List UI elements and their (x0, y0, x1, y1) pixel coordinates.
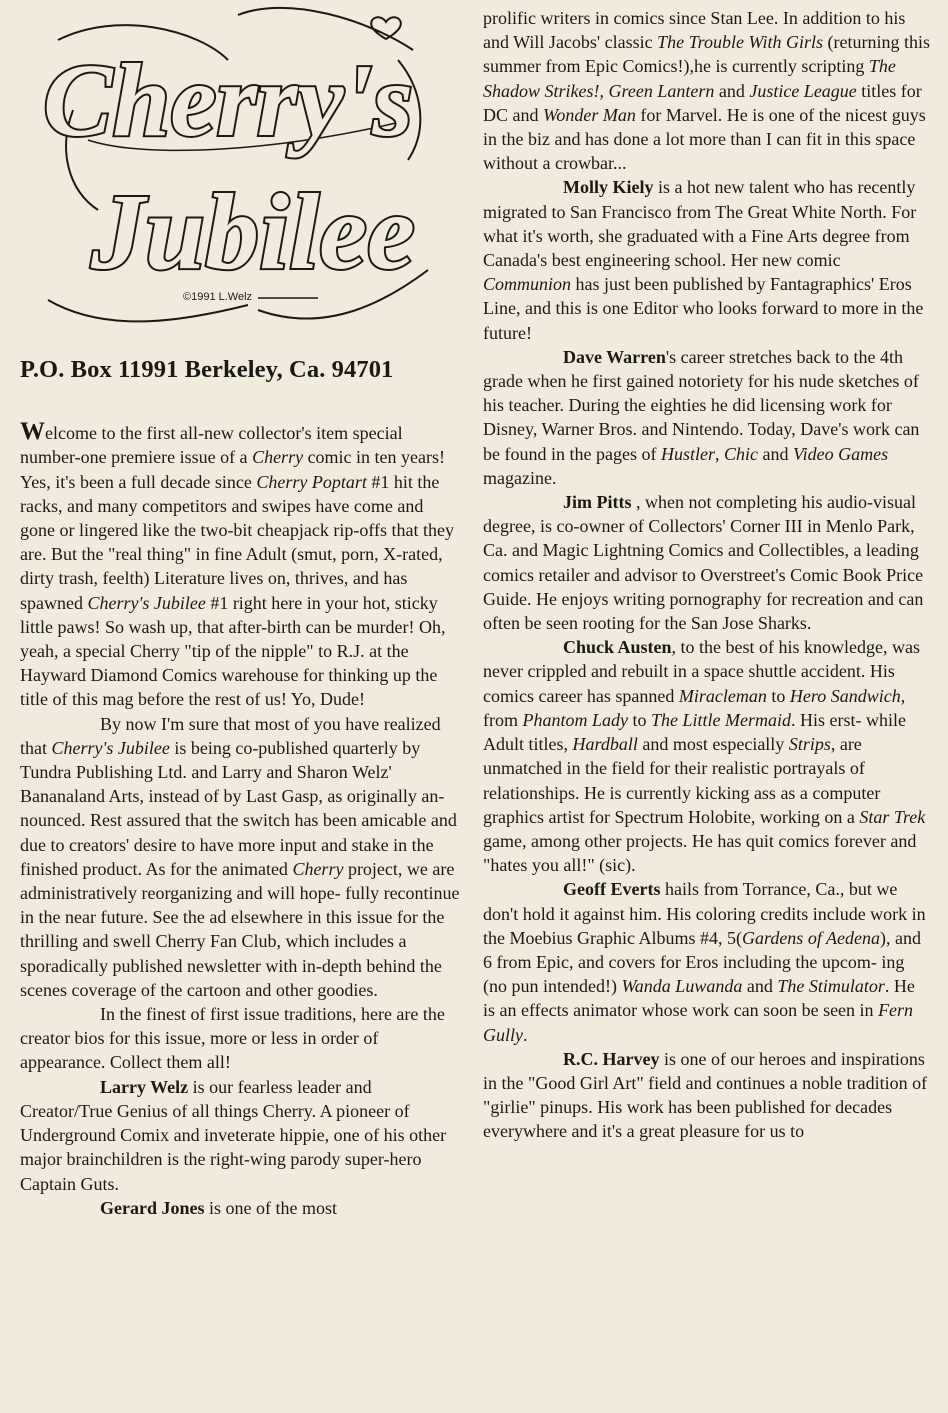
drop-cap: W (20, 418, 45, 446)
bio-gerard-jones-start: Gerard Jones is one of the most (100, 1197, 337, 1218)
logo-line1: Cherry's (43, 43, 413, 158)
publisher-paragraph: By now I'm sure that most of you have realized that Cherry's Jubilee is being co-published quarterly by Tundra Publishing Ltd. and Larry and Sharon Welz' Bananaland Arts, instead of by Last Gasp, as originally an- nounced. Rest assured that the switch has been amicable and due to creators' desire to have more input and stake in the finished product. As for the animated Cherry project, we are administratively reorganizing and will hope- fully recontinue in the near future. See the ad elsewhere in this issue for the thrilling and swell Cherry Fan Club, which includes a sporadically published newsletter with in-depth behind the scenes coverage of the cartoon and other goodies. (20, 713, 460, 1000)
cherrys-jubilee-logo (28, 0, 448, 350)
logo-line2: Jubilee (91, 173, 415, 292)
bio-dave-warren: Dave Warren's career stretches back to the 4th grade when he first gained notoriety for his nude sketches of his teacher. During the eighties he did licensing work for Disney, Warner Bros. and Nintendo. Today, Dave's work can be found in the pages of Hustler, Chic and Video Games magazine. (483, 346, 920, 488)
bio-geoff-everts: Geoff Everts hails from Torrance, Ca., but we don't hold it against him. His coloring credits include work in the Moebius Graphic Albums #4, 5(Gardens of Aedena), and 6 from Epic, and covers for Eros including the upcom- ing (no pun intended!) Wanda Luwanda and The Stimulator. He is an effects animator whose work can soon be seen in Fern Gully. (483, 879, 926, 1045)
bio-molly-kiely: Molly Kiely is a hot new talent who has recently migrated to San Francisco from The Great White North. For what it's worth, she graduated with a Fine Arts degree from Canada's best engineering school. Her new comic Communion has just been published by Fantagraphics' Eros Line, and this is one Editor who looks forward to more in the future! (483, 177, 924, 343)
welcome-paragraph: Welcome to the first all-new collector's item special number-one premiere issue of a Cherry comic in ten years! Yes, it's been a full decade since Cherry Poptart #1 hit the racks, and many competitors and swipes have come and gone or lingered like the two-bit cheapjack rip-offs that they are. But the "real thing" in fine Adult (smut, porn, X-rated, dirty trash, feelth) Literature lives on, thrives, and has spawned Cherry's Jubilee #1 right here in your hot, sticky little paws! So wash up, that after-birth can be murder! Oh, yeah, a special Cherry "tip of the nipple" to R.J. at the Hayward Diamond Comics warehouse for thinking up the title of this mag before the rest of us! Yo, Dude! (20, 418, 455, 710)
bio-rc-harvey: R.C. Harvey is one of our heroes and inspirations in the "Good Girl Art" field and continues a noble tradition of "girlie" pinups. His work has been published for decades everywhere and it's a great pleasure for us to (483, 1048, 928, 1142)
logo-artwork (28, 0, 448, 350)
logo-credit: ©1991 L.Welz (183, 291, 253, 303)
bio-gerard-jones-cont: prolific writers in comics since Stan Lee. In addition to his and Will Jacobs' classic The Trouble With Girls (returning this summer from Epic Comics!),he is currently scripting The Shadow Strikes!, Green Lantern and Justice League titles for DC and Wonder Man for Marvel. He is one of the nicest guys in the biz and has done a lot more than I can fit in this space without a crowbar... (483, 8, 930, 174)
mailing-address: P.O. Box 11991 Berkeley, Ca. 94701 (20, 356, 394, 383)
bio-larry-welz: Larry Welz is our fearless leader and Creator/True Genius of all things Cherry. A pioneer of Underground Comix and inveterate hippie, one of his other major brainchildren is the right-wing parody super-hero Captain Guts. (20, 1076, 447, 1194)
left-column (20, 0, 462, 1220)
right-column (483, 6, 931, 1144)
bio-chuck-austen: Chuck Austen, to the best of his knowledge, was never crippled and rebuilt in a space shuttle accident. His comics career has spanned Miracleman to Hero Sandwich, from Phantom Lady to The Little Mermaid. His erst- while Adult titles, Hardball and most especially Strips, are unmatched in the field for their realistic portrayals of relationships. He is currently kicking ass as a computer graphics artist for Spectrum Holobite, working on a Star Trek game, among other projects. He has quit comics forever and "hates you all!" (sic). (483, 637, 926, 876)
bio-jim-pitts: Jim Pitts , when not completing his audio-visual degree, is co-owner of Collectors' Corner III in Menlo Park, Ca. and Magic Lightning Comics and Collectibles, a leading comics retailer and advisor to Overstreet's Comic Book Price Guide. He enjoys writing pornography for recreation and can often be seen rooting for the San Jose Sharks. (483, 492, 924, 634)
bios-intro-paragraph: In the finest of first issue traditions, here are the creator bios for this issue, more or less in order of appearance. Collect them all! (20, 1004, 445, 1073)
